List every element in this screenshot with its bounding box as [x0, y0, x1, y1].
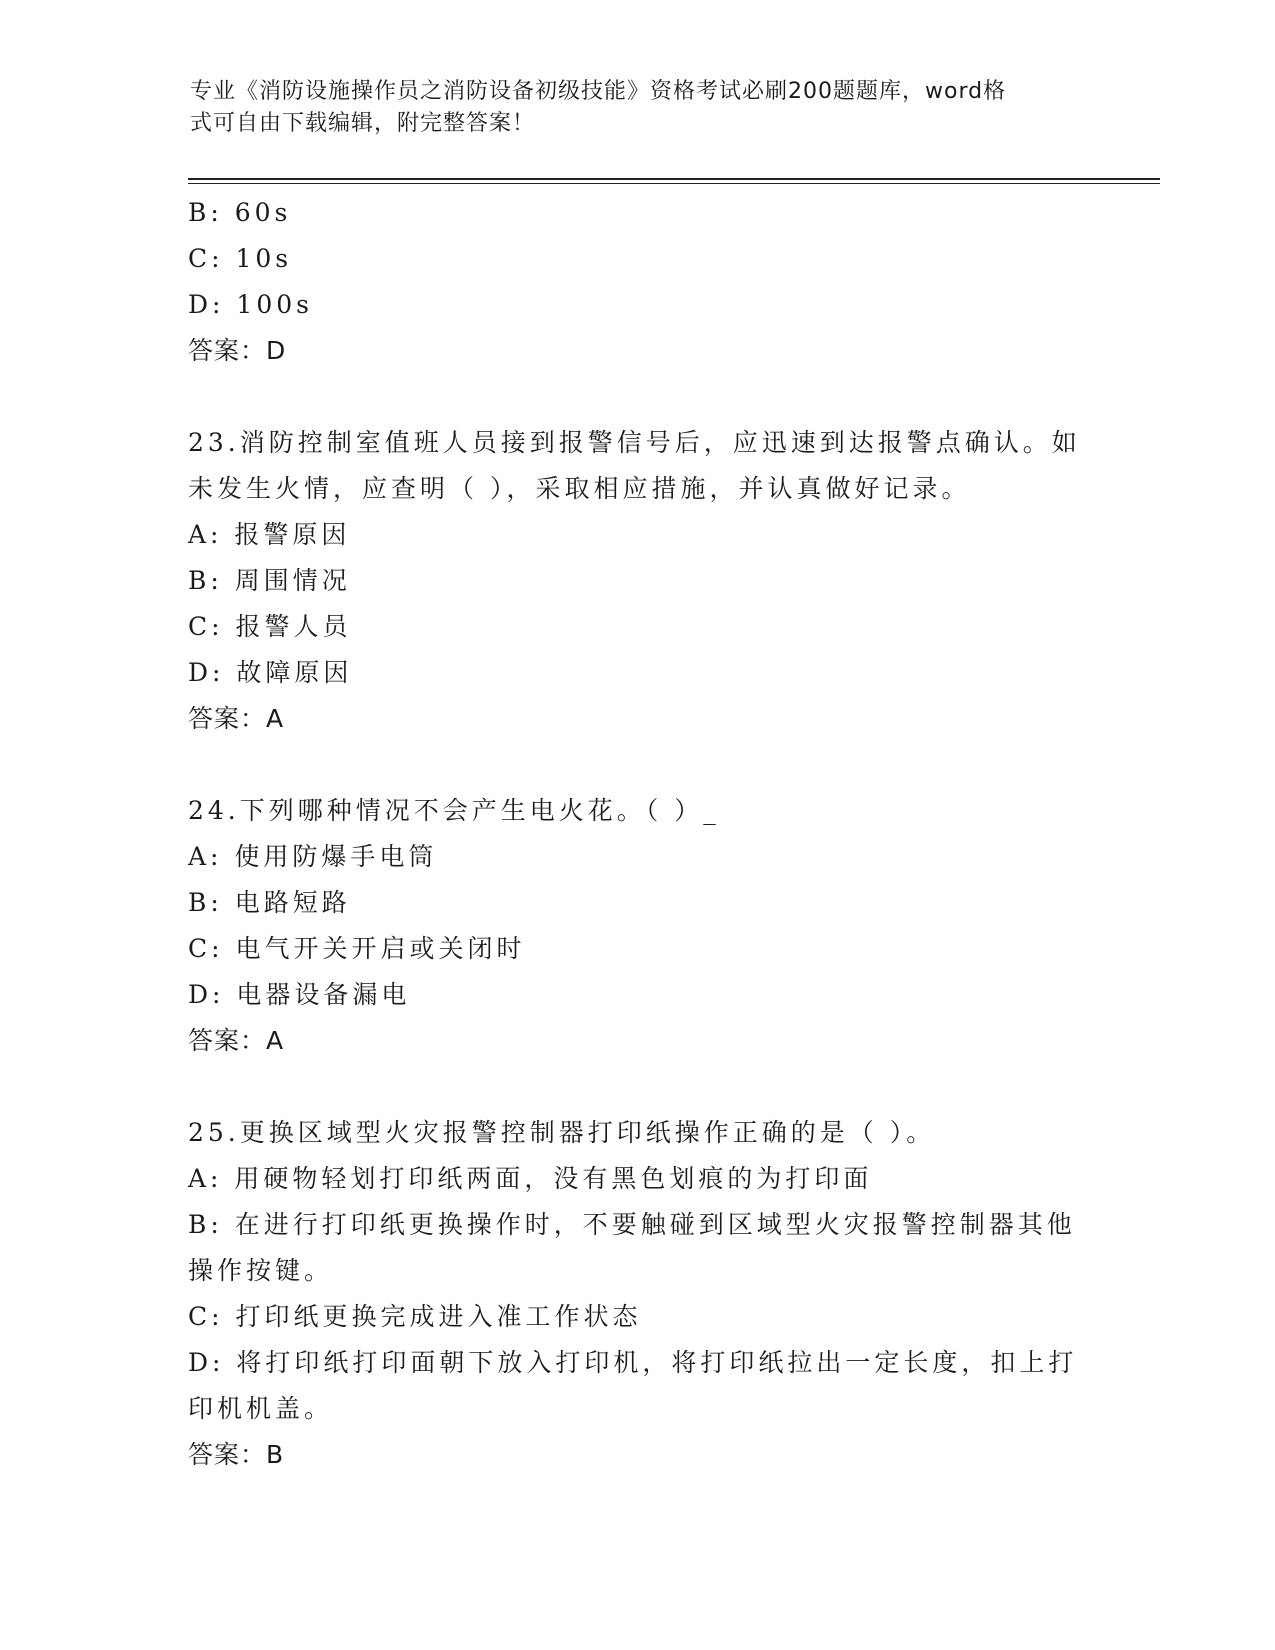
option-b: B: 在进行打印纸更换操作时，不要触碰到区域型火灾报警控制器其他 — [188, 1210, 1076, 1239]
document-header — [190, 76, 1090, 140]
header-title-line-1: 专业《消防设施操作员之消防设备初级技能》资格考试必刷200题题库，word格 — [190, 79, 1007, 104]
question-stem-line: 未发生火情，应查明（ ），采取相应措施，并认真做好记录。 — [188, 474, 971, 503]
question-25 — [188, 1110, 1088, 1478]
option-c: C: 打印纸更换完成进入准工作状态 — [188, 1302, 642, 1331]
option-d: D: 故障原因 — [188, 658, 353, 687]
option-b-continued: 操作按键。 — [188, 1256, 334, 1285]
option-a: A: 报警原因 — [188, 520, 351, 549]
question-stem-line: 24.下列哪种情况不会产生电火花。（ ）_ — [188, 796, 720, 825]
question-23 — [188, 420, 1088, 742]
header-title-line-2: 式可自由下载编辑，附完整答案！ — [190, 111, 536, 136]
option-d: D: 100s — [188, 290, 313, 319]
spacer — [188, 1064, 1088, 1110]
header-divider — [188, 178, 1160, 184]
question-stem-line: 25.更换区域型火灾报警控制器打印纸操作正确的是（ ）。 — [188, 1118, 936, 1147]
question-24 — [188, 788, 1088, 1064]
answer-line: 答案：B — [188, 1440, 285, 1469]
answer-line: 答案：A — [188, 1026, 285, 1055]
option-a: A: 用硬物轻划打印纸两面，没有黑色划痕的为打印面 — [188, 1164, 873, 1193]
option-b: B: 周围情况 — [188, 566, 351, 595]
spacer — [188, 742, 1088, 788]
option-b: B: 电路短路 — [188, 888, 351, 917]
option-d-continued: 印机机盖。 — [188, 1394, 334, 1423]
spacer — [188, 374, 1088, 420]
question-stem-line: 23.消防控制室值班人员接到报警信号后，应迅速到达报警点确认。如 — [188, 428, 1081, 457]
option-a: A: 使用防爆手电筒 — [188, 842, 438, 871]
option-c: C: 电气开关开启或关闭时 — [188, 934, 526, 963]
option-d: D: 电器设备漏电 — [188, 980, 411, 1009]
option-d: D: 将打印纸打印面朝下放入打印机，将打印纸拉出一定长度，扣上打 — [188, 1348, 1078, 1377]
option-c: C: 10s — [188, 244, 293, 273]
answer-line: 答案：A — [188, 704, 285, 733]
answer-line: 答案：D — [188, 336, 287, 365]
document-body — [188, 190, 1088, 1478]
question-22-continued — [188, 190, 1088, 374]
option-c: C: 报警人员 — [188, 612, 352, 641]
option-b: B: 60s — [188, 198, 292, 227]
